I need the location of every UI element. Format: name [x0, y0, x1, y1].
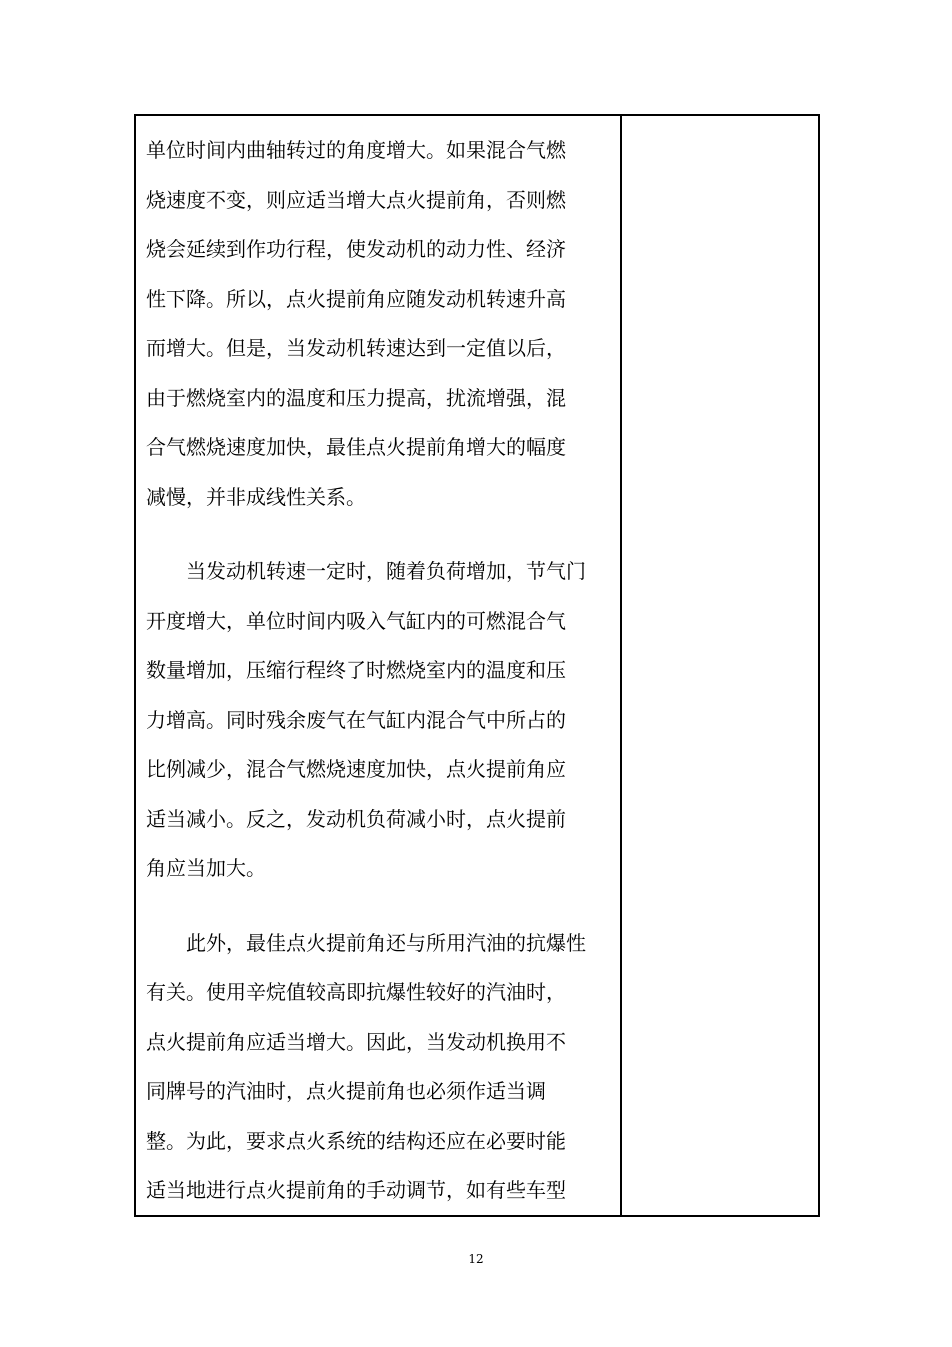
text-line: 整。为此，要求点火系统的结构还应在必要时能 — [146, 1128, 566, 1153]
text-line: 比例减少，混合气燃烧速度加快，点火提前角应 — [146, 757, 566, 781]
page-number: 12 — [468, 1252, 484, 1266]
text-line: 开度增大，单位时间内吸入气缸内的可燃混合气 — [146, 608, 566, 633]
content-table — [134, 114, 820, 1217]
text-line: 性下降。所以，点火提前角应随发动机转速升高 — [146, 286, 566, 311]
text-line: 烧会延续到作功行程，使发动机的动力性、经济 — [146, 237, 566, 261]
text-line: 而增大。但是，当发动机转速达到一定值以后， — [146, 336, 566, 360]
text-line: 当发动机转速一定时，随着负荷增加，节气门 — [186, 559, 586, 583]
text-line: 单位时间内曲轴转过的角度增大。如果混合气燃 — [146, 138, 566, 162]
text-line: 减慢，并非成线性关系。 — [146, 484, 366, 509]
paragraph-2 — [146, 547, 614, 894]
text-line: 角应当加大。 — [146, 856, 266, 880]
text-line: 数量增加，压缩行程终了时燃烧室内的温度和压 — [146, 658, 566, 682]
paragraph-spacer — [146, 522, 620, 547]
text-line: 此外，最佳点火提前角还与所用汽油的抗爆性 — [186, 930, 586, 955]
text-line: 同牌号的汽油时，点火提前角也必须作适当调 — [146, 1079, 546, 1103]
paragraph-3 — [146, 919, 614, 1216]
text-cell — [136, 116, 622, 1215]
text-line: 有关。使用辛烷值较高即抗爆性较好的汽油时， — [146, 980, 566, 1004]
text-line: 烧速度不变，则应适当增大点火提前角，否则燃 — [146, 187, 566, 212]
text-line: 点火提前角应适当增大。因此，当发动机换用不 — [146, 1029, 566, 1054]
text-line: 适当地进行点火提前角的手动调节，如有些车型 — [146, 1178, 566, 1202]
text-line: 合气燃烧速度加快，最佳点火提前角增大的幅度 — [146, 435, 566, 459]
text-line: 适当减小。反之，发动机负荷减小时，点火提前 — [146, 806, 566, 831]
empty-side-cell — [622, 116, 818, 1215]
paragraph-spacer — [146, 894, 620, 919]
text-line: 力增高。同时残余废气在气缸内混合气中所占的 — [146, 707, 566, 732]
text-line: 由于燃烧室内的温度和压力提高，扰流增强，混 — [146, 385, 566, 410]
paragraph-1 — [146, 126, 614, 522]
